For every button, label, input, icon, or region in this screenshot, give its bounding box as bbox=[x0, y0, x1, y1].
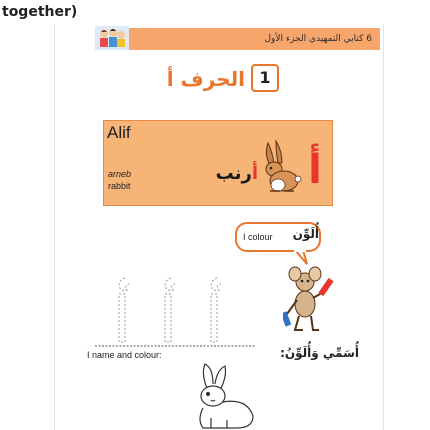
arabic-word bbox=[208, 161, 258, 187]
bubble-arabic-text: أُلَوِّن bbox=[292, 227, 319, 241]
letter-name-label: Alif bbox=[107, 123, 131, 142]
painting-mouse-icon bbox=[283, 264, 339, 334]
rabbit-outline-icon bbox=[183, 362, 259, 430]
letter-card bbox=[103, 120, 333, 206]
tracing-letters bbox=[89, 240, 259, 350]
transliteration-label: arneb bbox=[108, 169, 132, 179]
book-title: 6 كتابي التمهيدي الجزء الأول bbox=[264, 34, 372, 44]
lesson-title: الحرف أ bbox=[166, 67, 245, 91]
name-and-colour-arabic: أُسَمِّي وَأُلَوِّنُ: bbox=[280, 346, 359, 360]
header-bar bbox=[95, 28, 380, 50]
traced-letter-3 bbox=[211, 278, 221, 342]
traced-letter-2 bbox=[165, 278, 175, 342]
lesson-number-badge: 1 bbox=[251, 64, 279, 92]
bubble-english-text: I colour bbox=[243, 232, 273, 242]
name-and-colour-label: I name and colour: bbox=[87, 350, 162, 360]
page-caption: together) bbox=[2, 4, 78, 20]
arabic-word-first-letter: أ bbox=[251, 163, 258, 184]
lesson-heading bbox=[163, 62, 283, 96]
children-illustration-icon bbox=[95, 26, 129, 50]
featured-letter: أ bbox=[308, 147, 322, 193]
traced-letter-1 bbox=[119, 278, 129, 342]
rabbit-icon bbox=[251, 139, 302, 195]
worksheet-page bbox=[54, 24, 384, 430]
english-word-label: rabbit bbox=[108, 181, 131, 191]
arabic-word-rest: رنب bbox=[215, 163, 252, 184]
